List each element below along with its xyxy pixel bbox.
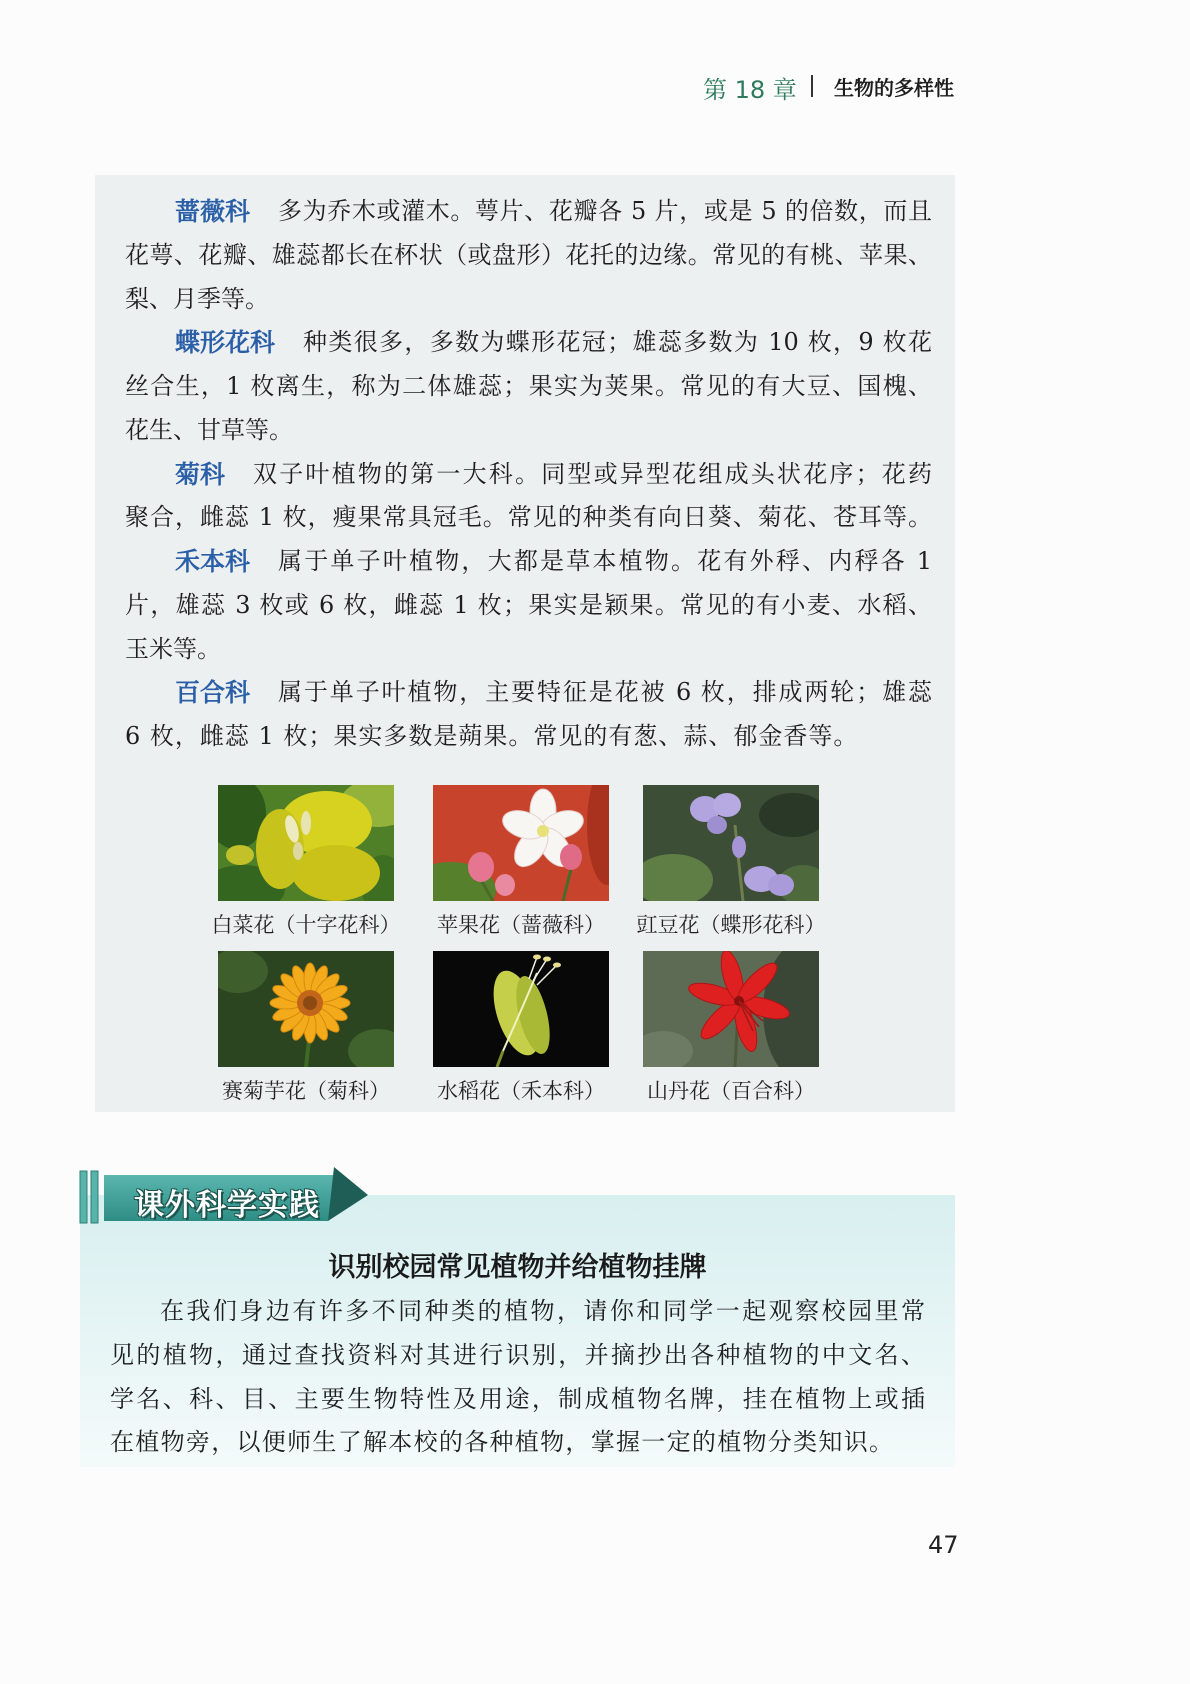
family-term: 蝶形花科 [175, 328, 276, 358]
paragraph-line: 学名、科、目、主要生物特性及用途，制成植物名牌，挂在植物上或插 [110, 1384, 925, 1413]
figure-cowpea-flower [636, 785, 826, 937]
stamen [301, 811, 311, 835]
figure-cabbage-flower [211, 785, 401, 937]
figure-caption: 水稻花（禾本科） [437, 1079, 605, 1103]
figure-false-sunflower [218, 951, 394, 1101]
page-number: 47 [928, 1531, 959, 1559]
paragraph-text: 种类很多，多数为蝶形花冠；雄蕊多数为 10 枚，9 枚花 [303, 328, 932, 357]
figure-rice-flower [433, 951, 609, 1101]
petal [707, 816, 727, 834]
anther [543, 957, 551, 962]
figure-caption: 苹果花（蔷薇科） [437, 913, 605, 937]
banner-bar [91, 1171, 98, 1223]
banner-ribbon-tail [328, 1167, 368, 1221]
apple-blossom-photo [433, 785, 609, 901]
practice-text [110, 1290, 925, 1465]
paragraph-line: 玉米等。 [125, 634, 221, 663]
cabbage-flower-photo [218, 785, 394, 901]
bud [468, 852, 494, 882]
anther [553, 963, 561, 968]
figure-caption: 白菜花（十字花科） [211, 913, 401, 937]
paragraph-line: 在我们身边有许多不同种类的植物，请你和同学一起观察校园里常 [160, 1297, 925, 1325]
paragraph-first-line [125, 540, 932, 584]
paragraph-text: 多为乔木或灌木。萼片、花瓣各 5 片，或是 5 的倍数，而且 [278, 197, 932, 225]
paragraph-line: 见的植物，通过查找资料对其进行识别，并摘抄出各种植物的中文名、 [110, 1340, 925, 1369]
paragraph-first-line [125, 321, 932, 365]
paragraph-first-line [125, 453, 932, 497]
paragraph-text: 属于单子叶植物，主要特征是花被 6 枚，排成两轮；雄蕊 [278, 678, 932, 707]
paragraph-line: 6 枚，雌蕊 1 枚；果实多数是蒴果。常见的有葱、蒜、郁金香等。 [125, 722, 859, 750]
paragraph-line: 梨、月季等。 [125, 284, 269, 313]
paragraph-text: 属于单子叶植物，大都是草本植物。花有外稃、内稃各 1 [278, 547, 932, 575]
plant-family-descriptions [125, 190, 932, 759]
paragraph-first-line [125, 190, 932, 234]
paragraph-line: 片，雄蕊 3 枚或 6 枚，雌蕊 1 枚；果实是颖果。常见的有小麦、水稻、 [125, 590, 932, 619]
false-sunflower-photo [218, 951, 394, 1067]
paragraph-line: 花生、甘草等。 [125, 415, 293, 444]
paragraph-text: 双子叶植物的第一大科。同型或异型花组成头状花序；花药 [253, 459, 932, 488]
practice-title: 识别校园常见植物并给植物挂牌 [328, 1252, 707, 1283]
chapter-title: 生物的多样性 [834, 76, 954, 100]
stamen [293, 842, 303, 860]
family-term: 菊科 [175, 459, 226, 489]
anther [533, 955, 541, 960]
petal [732, 836, 746, 858]
family-term: 禾本科 [175, 547, 251, 576]
paragraph-line: 聚合，雌蕊 1 枚，瘦果常具冠毛。常见的种类有向日葵、菊花、苍耳等。 [125, 503, 932, 532]
figure-coral-lily [643, 951, 819, 1101]
paragraph-line: 花萼、花瓣、雄蕊都长在杯状（或盘形）花托的边缘。常见的有桃、苹果、 [125, 240, 932, 269]
flower-center [303, 996, 317, 1010]
chapter-label: 第 18 章 [703, 76, 797, 104]
petal [292, 845, 380, 901]
paragraph-line: 在植物旁，以便师生了解本校的各种植物，掌握一定的植物分类知识。 [110, 1428, 895, 1457]
figure-caption: 山丹花（百合科） [647, 1079, 815, 1103]
family-term: 百合科 [175, 678, 251, 708]
banner-bar [80, 1171, 87, 1223]
rice-flower-photo [433, 951, 609, 1067]
petal [713, 793, 741, 817]
bud [495, 874, 515, 896]
section-banner-label: 课外科学实践 [134, 1188, 320, 1223]
cowpea-flower-photo [643, 785, 819, 901]
figure-apple-blossom [433, 785, 609, 935]
bud [560, 844, 582, 870]
figure-caption: 豇豆花（蝶形花科） [636, 913, 826, 937]
petal [226, 845, 254, 865]
paragraph-first-line [125, 671, 932, 715]
petal [768, 874, 794, 896]
header-separator [811, 75, 813, 97]
figure-caption: 赛菊芋花（菊科） [222, 1079, 390, 1103]
coral-lily-photo [643, 951, 819, 1067]
family-term: 蔷薇科 [175, 197, 251, 226]
flower-center [537, 825, 549, 837]
paragraph-line: 丝合生，1 枚离生，称为二体雄蕊；果实为荚果。常见的有大豆、国槐、 [125, 372, 932, 400]
